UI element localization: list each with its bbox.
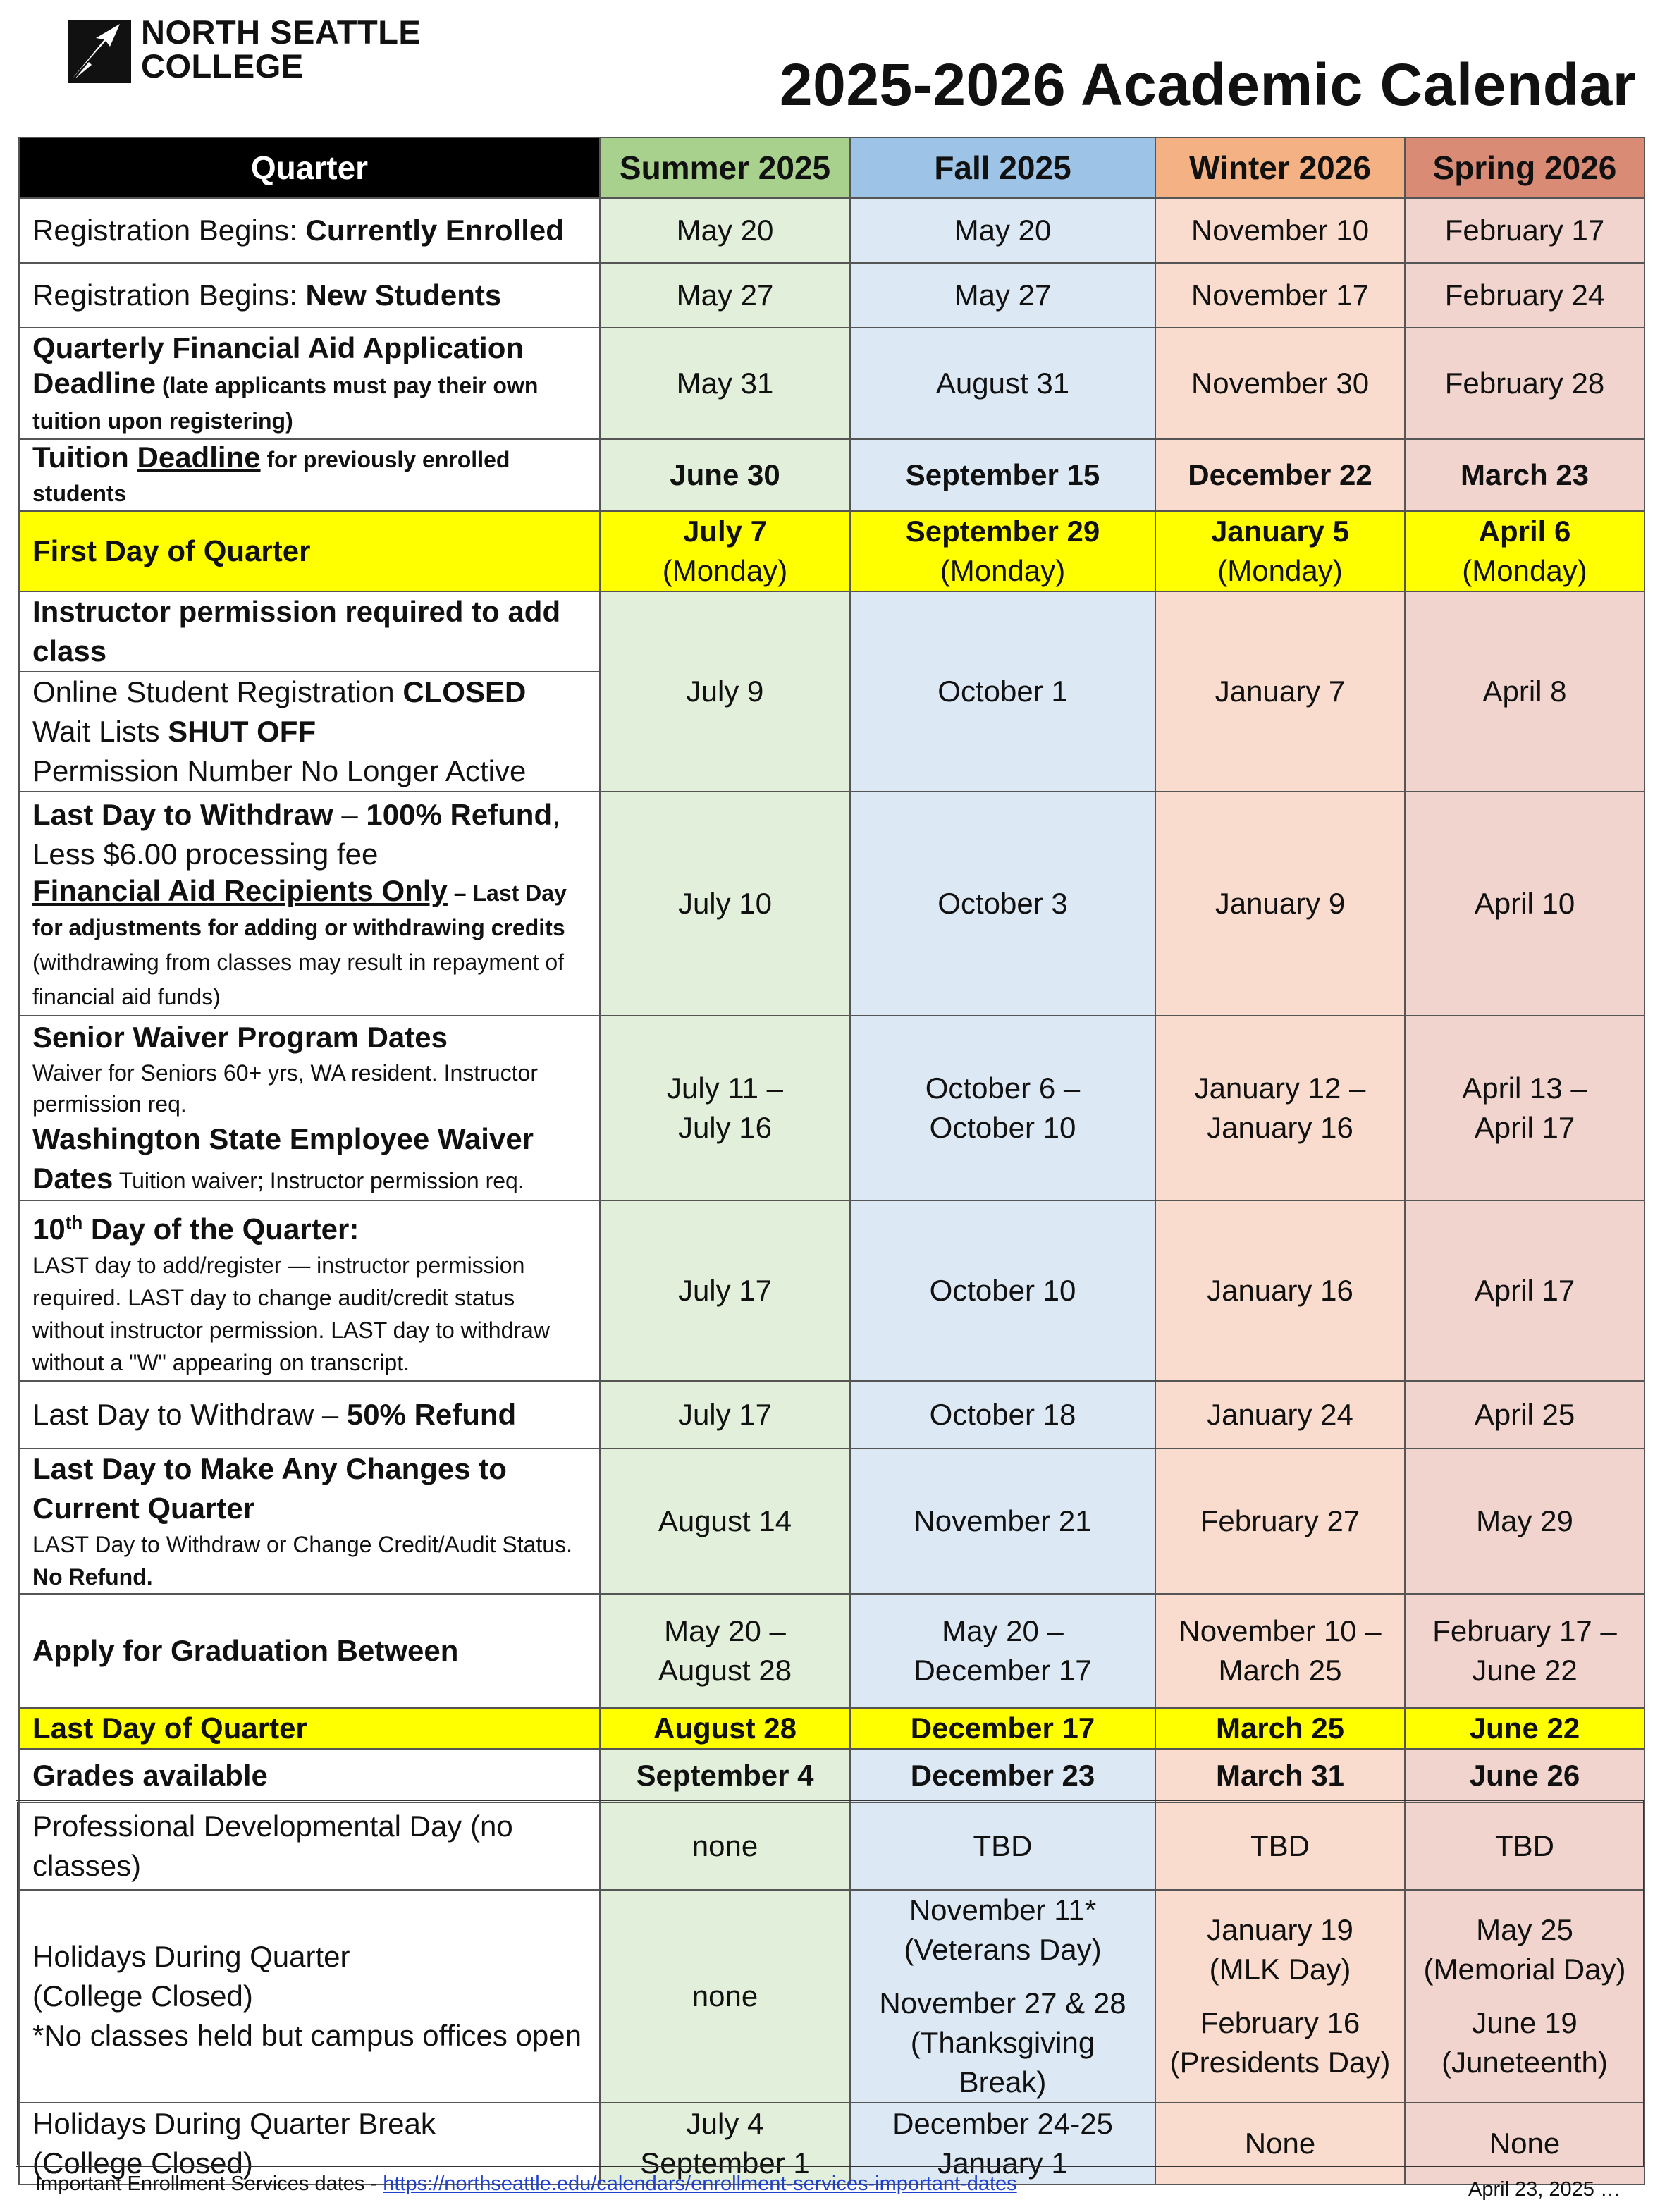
- holiday-name: (Thanksgiving Break): [910, 2026, 1095, 2099]
- cell-spring: [1405, 1016, 1644, 1200]
- label-line: [32, 795, 586, 835]
- label-note: (late applicants must pay their own tuition upon registering): [32, 373, 539, 434]
- label-note: Waiver for Seniors 60+ yrs, WA resident. Instructor permission req.: [32, 1060, 538, 1117]
- row-withdraw-100: [19, 792, 1644, 1016]
- row-registration-new: [19, 263, 1644, 328]
- cell-winter: January 16: [1155, 1200, 1405, 1381]
- label-note: (withdrawing from classes may result in repayment of financial aid funds): [32, 950, 565, 1009]
- holiday-name: (Juneteenth): [1441, 2046, 1608, 2079]
- cell-winter: February 27: [1155, 1449, 1405, 1594]
- cell-fall: [850, 1594, 1155, 1708]
- college-logo: [68, 13, 434, 86]
- cell-winter: [1155, 1016, 1405, 1200]
- date-line: March 25: [1218, 1654, 1342, 1687]
- footer-date: April 23, 2025 …: [1468, 2178, 1621, 2201]
- cell-summer: June 30: [600, 439, 850, 511]
- row-label: [19, 672, 600, 792]
- cell-fall: October 3: [850, 792, 1155, 1016]
- label-bold: SHUT OFF: [168, 715, 316, 748]
- cell-spring: [1405, 511, 1644, 591]
- cell-winter: November 17: [1155, 263, 1405, 328]
- cell-winter: March 31: [1155, 1749, 1405, 1802]
- label-bold: Washington State Employee Waiver Dates: [32, 1122, 534, 1195]
- row-last-day: [19, 1708, 1644, 1749]
- label-line: [32, 672, 586, 712]
- label-bold: New Students: [305, 278, 502, 312]
- header-row: [19, 137, 1644, 198]
- label-note: LAST Day to Withdraw or Change Credit/Audit Status.: [32, 1532, 572, 1557]
- cell-winter: March 25: [1155, 1708, 1405, 1749]
- date-line: January 16: [1207, 1111, 1353, 1144]
- cell-winter: January 9: [1155, 792, 1405, 1016]
- footer-note: [35, 2173, 1017, 2196]
- cell-fall: May 27: [850, 263, 1155, 328]
- cell-fall: August 31: [850, 328, 1155, 439]
- cell-fall: November 21: [850, 1449, 1155, 1594]
- label-bold: CLOSED: [402, 675, 527, 708]
- cell-summer: August 28: [600, 1708, 850, 1749]
- date-line: January 12 –: [1194, 1071, 1366, 1105]
- cell-summer: May 31: [600, 328, 850, 439]
- label-bold: No Refund.: [32, 1564, 153, 1590]
- row-label: [19, 1381, 600, 1449]
- holiday-date: June 19: [1472, 2006, 1578, 2039]
- row-last-changes: [19, 1449, 1644, 1594]
- row-label: [19, 792, 600, 1016]
- label-bold: 100% Refund: [366, 798, 553, 831]
- cell-summer: May 27: [600, 263, 850, 328]
- cell-fall: [850, 511, 1155, 591]
- cell-winter: November 30: [1155, 328, 1405, 439]
- holiday-date: January 19: [1207, 1913, 1353, 1946]
- cell-summer: [600, 511, 850, 591]
- row-label: Instructor permission required to add class: [19, 591, 600, 672]
- cell-fall: [850, 1016, 1155, 1200]
- label-text: Online Student Registration: [32, 675, 403, 708]
- label-text: Last Day to Withdraw –: [32, 1398, 347, 1431]
- date-line: May 20 –: [664, 1614, 786, 1647]
- cell-spring: [1405, 1594, 1644, 1708]
- holiday-date: May 25: [1476, 1913, 1573, 1946]
- row-label: [19, 263, 600, 328]
- label-note: for previously enrolled students: [32, 447, 510, 506]
- row-label: [19, 439, 600, 511]
- cell-summer: May 20: [600, 198, 850, 263]
- holiday-name: (Presidents Day): [1169, 2046, 1391, 2079]
- cell-fall: October 10: [850, 1200, 1155, 1381]
- label-line: Holidays During Quarter Break: [32, 2107, 436, 2140]
- row-label: Professional Developmental Day (no classes): [19, 1802, 600, 1890]
- date-line: October 10: [929, 1111, 1076, 1144]
- footer-text: Important Enrollment Services dates -: [35, 2173, 383, 2195]
- date-line: December 24-25: [892, 2107, 1113, 2140]
- cell-summer: July 9: [600, 591, 850, 792]
- date-line: September 1: [640, 2146, 810, 2180]
- cell-summer: none: [600, 1802, 850, 1890]
- cell-winter: TBD: [1155, 1802, 1405, 1890]
- label-underlined: Deadline: [137, 441, 261, 474]
- cell-fall: December 23: [850, 1749, 1155, 1802]
- star-logo-icon: [68, 20, 131, 83]
- label-superscript: th: [65, 1212, 83, 1233]
- weekday-text: (Monday): [940, 554, 1066, 587]
- cell-winter: [1155, 1890, 1405, 2103]
- cell-summer: July 17: [600, 1200, 850, 1381]
- row-professional-day: [19, 1802, 1644, 1890]
- label-text: ,: [552, 798, 560, 831]
- label-bold: Day of the Quarter:: [82, 1212, 359, 1246]
- cell-spring: February 28: [1405, 328, 1644, 439]
- academic-calendar-table: [18, 137, 1645, 2185]
- date-line: May 20 –: [942, 1614, 1064, 1647]
- row-label: [19, 1200, 600, 1381]
- label-title: [32, 1203, 586, 1249]
- cell-winter: [1155, 1594, 1405, 1708]
- cell-fall: December 17: [850, 1708, 1155, 1749]
- cell-spring: June 22: [1405, 1708, 1644, 1749]
- date-line: November 10 –: [1179, 1614, 1382, 1647]
- row-grades: [19, 1749, 1644, 1802]
- label-note: LAST day to add/register — instructor permission required. LAST day to change audit/credit status without instructor permission. LAST day to withdraw without a "W" appearing on transcript.: [32, 1253, 550, 1375]
- date-line: July 11 –: [667, 1071, 783, 1105]
- row-label: [19, 1016, 600, 1200]
- header-summer: Summer 2025: [600, 137, 850, 198]
- cell-winter: [1155, 511, 1405, 591]
- cell-summer: September 4: [600, 1749, 850, 1802]
- date-line: June 22: [1472, 1654, 1578, 1687]
- date-line: April 17: [1474, 1111, 1575, 1144]
- cell-winter: January 24: [1155, 1381, 1405, 1449]
- weekday-text: (Monday): [1217, 554, 1343, 587]
- label-bold: 10: [32, 1212, 66, 1246]
- label-text: Registration Begins:: [32, 214, 306, 247]
- cell-spring: April 10: [1405, 792, 1644, 1016]
- date-text: January 5: [1210, 515, 1350, 548]
- cell-spring: TBD: [1405, 1802, 1644, 1890]
- holiday-name: (MLK Day): [1209, 1953, 1351, 1986]
- label-line: Holidays During Quarter: [32, 1940, 350, 1973]
- row-financial-aid-deadline: [19, 328, 1644, 439]
- row-tuition-deadline: [19, 439, 1644, 511]
- row-label: Apply for Graduation Between: [19, 1594, 600, 1708]
- header-quarter: Quarter: [19, 137, 600, 198]
- label-line: (College Closed): [32, 1979, 253, 2013]
- label-underlined: Financial Aid Recipients Only: [32, 874, 448, 907]
- row-tenth-day: [19, 1200, 1644, 1381]
- cell-summer: July 10: [600, 792, 850, 1016]
- row-waiver-dates: [19, 1016, 1644, 1200]
- cell-summer: July 17: [600, 1381, 850, 1449]
- cell-winter: None: [1155, 2103, 1405, 2185]
- cell-summer: August 14: [600, 1449, 850, 1594]
- cell-spring: April 8: [1405, 591, 1644, 792]
- cell-winter: January 7: [1155, 591, 1405, 792]
- row-label: [19, 1890, 600, 2103]
- holiday-date: November 11*: [909, 1893, 1097, 1927]
- row-registration-current: [19, 198, 1644, 263]
- date-text: July 7: [682, 515, 768, 548]
- label-text: Registration Begins:: [32, 278, 306, 312]
- date-line: February 17 –: [1432, 1614, 1617, 1647]
- label-bold: Quarterly Financial Aid Application Deadline: [32, 331, 524, 400]
- date-text: September 29: [905, 515, 1100, 548]
- cell-fall: TBD: [850, 1802, 1155, 1890]
- label-bold: Tuition: [32, 441, 137, 474]
- row-label: First Day of Quarter: [19, 511, 600, 591]
- label-bold: Last Day to Withdraw: [32, 798, 333, 831]
- header-spring: Spring 2026: [1405, 137, 1644, 198]
- logo-text: [141, 13, 422, 85]
- cell-fall: October 18: [850, 1381, 1155, 1449]
- label-line: *No classes held but campus offices open: [32, 2019, 582, 2052]
- label-line: [32, 1119, 586, 1198]
- label-note: Tuition waiver; Instructor permission req.: [113, 1168, 524, 1193]
- page-title: 2025-2026 Academic Calendar: [779, 51, 1636, 118]
- label-text: Wait Lists: [32, 715, 168, 748]
- row-graduation: [19, 1594, 1644, 1708]
- label-bold: Currently Enrolled: [305, 214, 564, 247]
- date-line: July 4: [686, 2107, 764, 2140]
- label-bold: 50% Refund: [346, 1398, 517, 1431]
- cell-spring: May 29: [1405, 1449, 1644, 1594]
- cell-spring: February 17: [1405, 198, 1644, 263]
- row-label: Grades available: [19, 1749, 600, 1802]
- date-line: April 13 –: [1462, 1071, 1587, 1105]
- cell-fall: September 15: [850, 439, 1155, 511]
- cell-summer: [600, 1016, 850, 1200]
- date-line: July 16: [677, 1111, 773, 1144]
- row-label: [19, 1449, 600, 1594]
- cell-fall: [850, 1890, 1155, 2103]
- cell-spring: February 24: [1405, 263, 1644, 328]
- holiday-date: February 16: [1200, 2006, 1360, 2039]
- weekday-text: (Monday): [1462, 554, 1587, 587]
- row-withdraw-50: [19, 1381, 1644, 1449]
- cell-spring: April 25: [1405, 1381, 1644, 1449]
- cell-spring: [1405, 1890, 1644, 2103]
- row-label: Last Day of Quarter: [19, 1708, 600, 1749]
- header-fall: Fall 2025: [850, 137, 1155, 198]
- date-line: October 6 –: [925, 1071, 1081, 1105]
- date-text: April 6: [1478, 515, 1571, 548]
- cell-fall: October 1: [850, 591, 1155, 792]
- date-line: August 28: [658, 1654, 792, 1687]
- logo-line-1: NORTH SEATTLE: [141, 13, 422, 51]
- label-line: [32, 712, 586, 751]
- label-note: – Last Day for adjustments for adding or withdrawing credits: [32, 880, 567, 940]
- label-bold: Senior Waiver Program Dates: [32, 1021, 448, 1054]
- row-label: [19, 328, 600, 439]
- label-text: –: [333, 798, 367, 831]
- weekday-text: (Monday): [662, 554, 788, 587]
- label-line: Less $6.00 processing fee: [32, 837, 379, 871]
- date-line: January 1: [937, 2146, 1068, 2180]
- cell-winter: November 10: [1155, 198, 1405, 263]
- cell-fall: May 20: [850, 198, 1155, 263]
- label-line: (College Closed): [32, 2146, 253, 2180]
- cell-summer: none: [600, 1890, 850, 2103]
- label-line: [32, 874, 586, 1012]
- cell-spring: April 17: [1405, 1200, 1644, 1381]
- cell-winter: December 22: [1155, 439, 1405, 511]
- date-line: December 17: [914, 1654, 1092, 1687]
- row-instructor-permission: [19, 591, 1644, 672]
- cell-summer: [600, 1594, 850, 1708]
- row-label: [19, 198, 600, 263]
- cell-spring: June 26: [1405, 1749, 1644, 1802]
- holiday-name: (Memorial Day): [1423, 1953, 1626, 1986]
- logo-line-2: COLLEGE: [141, 47, 304, 85]
- enrollment-dates-link[interactable]: https://northseattle.edu/calendars/enrollment-services-important-dates: [383, 2173, 1017, 2195]
- row-holidays: [19, 1890, 1644, 2103]
- row-first-day: [19, 511, 1644, 591]
- holiday-date: November 27 & 28: [879, 1986, 1126, 2020]
- label-line: Permission Number No Longer Active: [32, 754, 527, 787]
- label-line: [32, 1528, 586, 1593]
- label-bold: Last Day to Make Any Changes to Current Quarter: [32, 1452, 507, 1525]
- cell-spring: March 23: [1405, 439, 1644, 511]
- header-winter: Winter 2026: [1155, 137, 1405, 198]
- holiday-name: (Veterans Day): [904, 1933, 1102, 1966]
- cell-spring: None: [1405, 2103, 1644, 2185]
